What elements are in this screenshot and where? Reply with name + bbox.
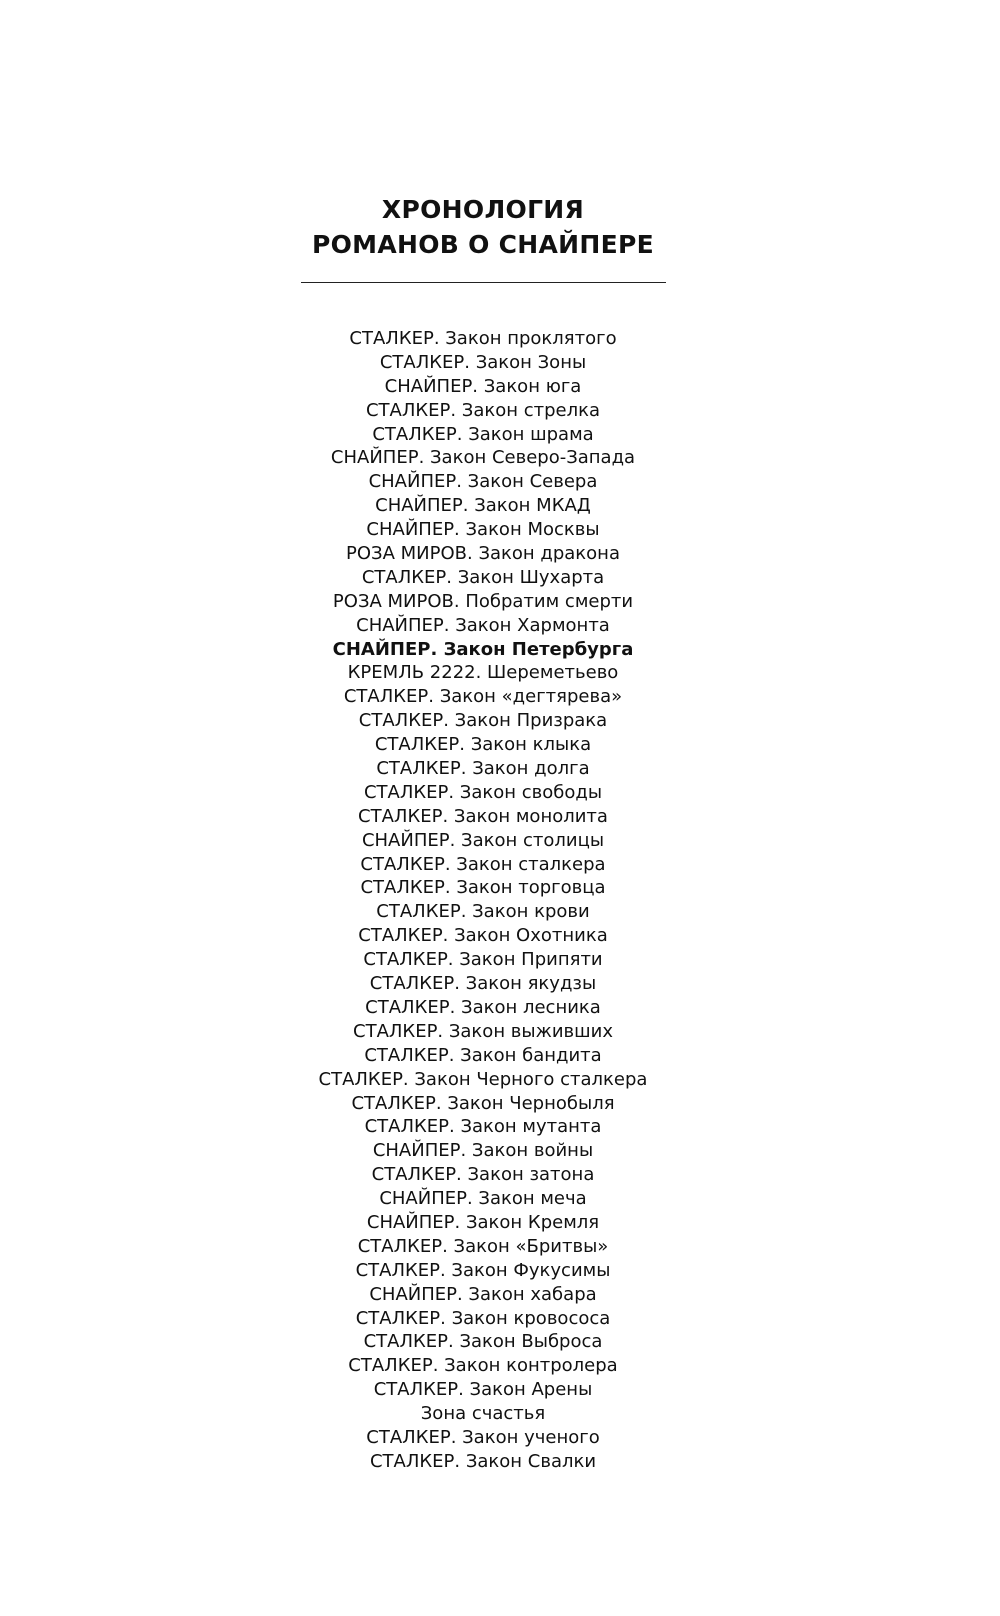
list-item: СТАЛКЕР. Закон якудзы	[369, 973, 597, 995]
list-item: СНАЙПЕР. Закон хабара	[369, 1283, 597, 1305]
list-item: СНАЙПЕР. Закон юга	[384, 375, 582, 397]
list-item: СТАЛКЕР. Закон проклятого	[349, 328, 617, 349]
list-item: СТАЛКЕР. Закон Призрака	[358, 710, 608, 732]
title-line-1: ХРОНОЛОГИЯ	[381, 195, 585, 224]
list-item: СТАЛКЕР. Закон «дегтярева»	[343, 686, 623, 708]
list-item: СНАЙПЕР. Закон столицы	[361, 829, 605, 851]
list-item: СТАЛКЕР. Закон «Бритвы»	[357, 1235, 609, 1257]
list-item: СНАЙПЕР. Закон Кремля	[366, 1211, 600, 1233]
list-item: СТАЛКЕР. Закон сталкера	[360, 853, 606, 875]
list-item: СНАЙПЕР. Закон Хармонта	[356, 614, 610, 636]
list-item: КРЕМЛЬ 2222. Шереметьево	[347, 662, 619, 684]
list-item: СТАЛКЕР. Закон торговца	[360, 877, 606, 899]
list-item-highlighted: СНАЙПЕР. Закон Петербурга	[332, 638, 634, 660]
list-item: СТАЛКЕР. Закон шрама	[372, 423, 594, 445]
list-item: СТАЛКЕР. Закон крови	[376, 901, 590, 923]
title-divider	[301, 282, 666, 283]
list-item: СТАЛКЕР. Закон Арены	[373, 1379, 593, 1401]
list-item: РОЗА МИРОВ. Закон дракона	[346, 543, 620, 565]
book-list	[0, 327, 966, 1474]
list-item: СТАЛКЕР. Закон долга	[376, 758, 590, 780]
list-item: СНАЙПЕР. Закон войны	[372, 1140, 594, 1162]
list-item: СНАЙПЕР. Закон Севера	[368, 471, 598, 493]
list-item: СТАЛКЕР. Закон кровососа	[355, 1307, 611, 1329]
list-item: СТАЛКЕР. Закон бандита	[364, 1044, 602, 1066]
list-item: СТАЛКЕР. Закон монолита	[358, 805, 608, 827]
title-line-2: РОМАНОВ О СНАЙПЕРЕ	[311, 230, 655, 259]
list-item: СТАЛКЕР. Закон выживших	[353, 1020, 613, 1042]
list-item: РОЗА МИРОВ. Побратим смерти	[332, 590, 634, 612]
list-item: Зона счастья	[420, 1403, 546, 1425]
list-item: СТАЛКЕР. Закон затона	[371, 1164, 595, 1186]
list-item: СТАЛКЕР. Закон мутанта	[364, 1116, 602, 1138]
list-item: СТАЛКЕР. Закон Зоны	[379, 351, 587, 373]
list-item: СТАЛКЕР. Закон Черного сталкера	[318, 1068, 648, 1090]
list-item: СТАЛКЕР. Закон Выброса	[363, 1331, 603, 1353]
list-item: СТАЛКЕР. Закон клыка	[374, 734, 592, 756]
list-item: СТАЛКЕР. Закон Припяти	[363, 949, 603, 971]
list-item: СНАЙПЕР. Закон Москвы	[366, 519, 600, 541]
list-item: СТАЛКЕР. Закон контролера	[348, 1355, 618, 1377]
list-item: СНАЙПЕР. Закон Северо-Запада	[330, 447, 636, 469]
list-item: СНАЙПЕР. Закон МКАД	[375, 495, 591, 517]
list-item: СТАЛКЕР. Закон ученого	[366, 1426, 600, 1448]
list-item: СТАЛКЕР. Закон стрелка	[365, 399, 601, 421]
list-item: СТАЛКЕР. Закон свободы	[363, 781, 603, 803]
list-item: СНАЙПЕР. Закон меча	[379, 1188, 587, 1210]
page-title	[0, 192, 966, 262]
list-item: СТАЛКЕР. Закон Охотника	[358, 925, 608, 947]
list-item: СТАЛКЕР. Закон Свалки	[369, 1450, 597, 1472]
list-item: СТАЛКЕР. Закон Фукусимы	[355, 1259, 611, 1281]
list-item: СТАЛКЕР. Закон Шухарта	[361, 566, 605, 588]
list-item: СТАЛКЕР. Закон лесника	[365, 996, 601, 1018]
list-item: СТАЛКЕР. Закон Чернобыля	[351, 1092, 615, 1114]
